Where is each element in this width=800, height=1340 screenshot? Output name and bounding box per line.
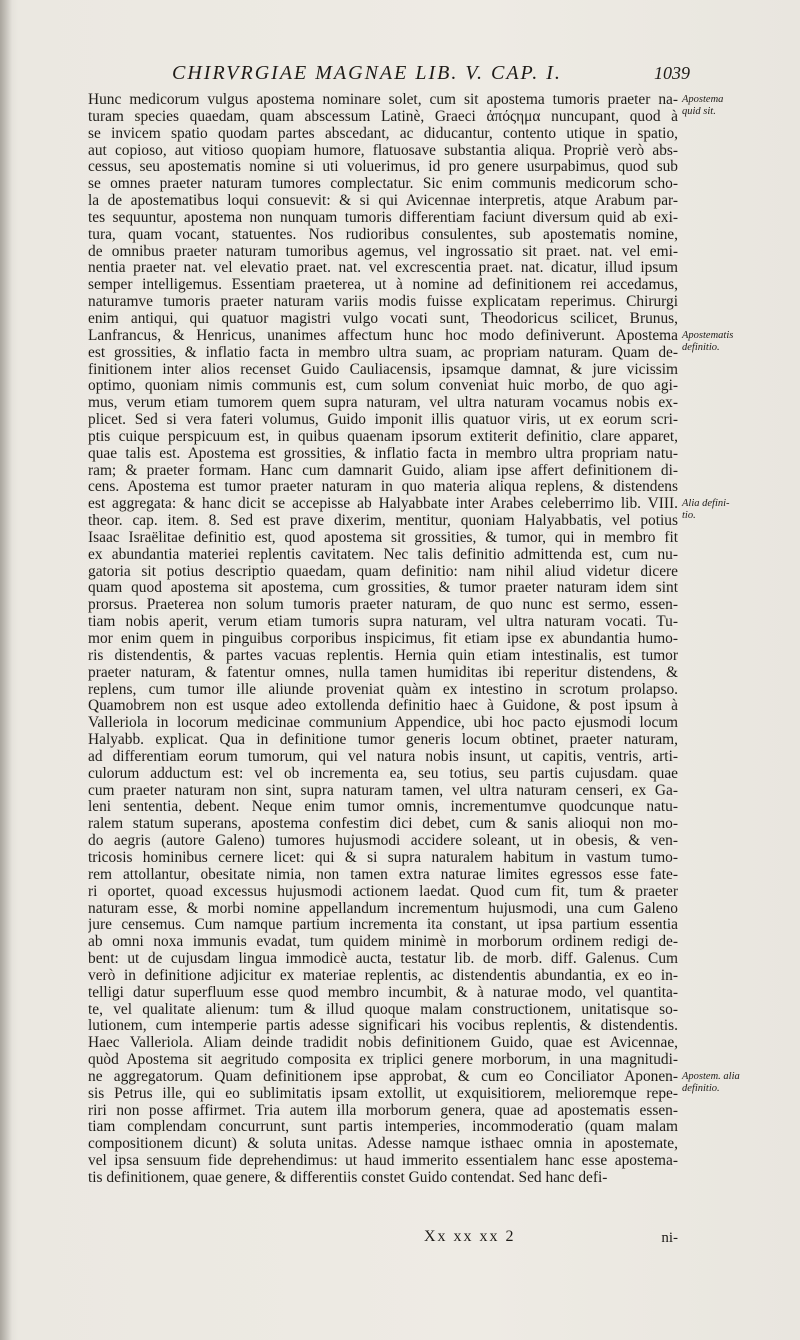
text-line: aut copioso, aut vitioso quopiam humore, flatuosave substantia aliqua. Propriè verò abs- bbox=[88, 142, 678, 159]
text-line: cum praeter naturam non sint, supra naturam tamen, vel ultra naturam censeri, ex Ga- bbox=[88, 782, 678, 799]
text-line: sis Petrus ille, qui eo sublimitatis ipsam extollit, ut exquisitiorem, melioremque repe- bbox=[88, 1085, 678, 1102]
text-line: te, vel qualitate alienum: tum & illud quoque malam constructionem, unitatisque so- bbox=[88, 1001, 678, 1018]
text-line: mus, verum etiam tumorem quem supra naturam, vel ultra naturam vocamus nobis ex- bbox=[88, 395, 678, 412]
text-line: enim antiqui, qui quatuor magistri vulgo vocati sunt, Theodoricus scilicet, Brunus, bbox=[88, 310, 678, 327]
text-line: tricosis hominibus cernere licet: qui & si supra naturalem habitum in vastum tumo- bbox=[88, 849, 678, 866]
text-line: ralem statum superans, apostema confestim dici debet, cum & sanis alioqui non mo- bbox=[88, 816, 678, 833]
text-line: Halyabb. explicat. Qua in definitione tumor generis locum obtinet, praeter naturam, bbox=[88, 732, 678, 749]
margin-note bbox=[682, 1071, 794, 1095]
text-line: ad differentiam eorum tumorum, qui vel natura nobis insunt, ut capitis, ventris, arti- bbox=[88, 748, 678, 765]
text-line: ab omni noxa immunis evadat, tum quidem minimè in morborum ordinem redigi de- bbox=[88, 934, 678, 951]
text-line: jure censemus. Cum namque partium incrementa ita constant, ut ipsa partium essentia bbox=[88, 917, 678, 934]
text-line: Hunc medicorum vulgus apostema nominare solet, cum sit apostema tumoris praeter na- bbox=[88, 92, 678, 108]
margin-note-line: definitio. bbox=[682, 1083, 720, 1095]
text-line: compositionem dicunt) & soluta unitas. Adesse namque isthaec omnia in apostemate, bbox=[88, 1136, 678, 1153]
margin-note-line: Apostematis bbox=[682, 329, 734, 341]
text-line: Lanfrancus, & Henricus, unanimes affectum hunc hoc modo definiverunt. Apostema bbox=[88, 327, 678, 344]
page-header bbox=[90, 60, 690, 88]
text-line: turam species quaedam, quam abscessum Latinè, Graeci ἀπόςημα nuncupant, quod à bbox=[88, 108, 678, 125]
text-line: quam quod apostema sit apostema, cum grossities, & tumor praeter naturam idem sint bbox=[88, 580, 678, 597]
text-line: vel ipsa sensuum fide deprehendimus: ut haud immerito essentialem hanc esse apostema- bbox=[88, 1153, 678, 1170]
text-line: cens. Apostema est tumor praeter naturam in quo materia aliqua replens, & distendens bbox=[88, 479, 678, 496]
page-number: 1039 bbox=[654, 63, 690, 83]
text-line: tura, quam vocant, statuentes. Nos rudioribus consulentes, sub apostematis nomine, bbox=[88, 226, 678, 243]
margin-note-line: Alia defini- bbox=[682, 498, 730, 510]
text-line: verò in definitione adjicitur ex materiae replentis, ac distendentis abundantia, ex eo in- bbox=[88, 967, 678, 984]
text-line: la de apostematibus loqui consuevit: & si qui Avicennae interpretis, atque Arabum par- bbox=[88, 193, 678, 210]
page-footer bbox=[88, 1228, 678, 1248]
gutter-shadow bbox=[0, 0, 12, 1340]
text-line: est grossities, & inflatio facta in membro ultra suam, ac propriam naturam. Quam de- bbox=[88, 344, 678, 361]
text-line: quòd Apostema sit aegritudo composita ex triplici genere morborum, in una magnitudi- bbox=[88, 1052, 678, 1069]
text-line: tes sequuntur, apostema non nunquam tumoris differentiam faciunt diversum quid ab exi- bbox=[88, 209, 678, 226]
text-line: tis definitionem, quae genere, & differentiis constet Guido contendat. Sed hanc defi- bbox=[88, 1170, 608, 1186]
text-line: cessus, seu apostematis nomine si uti voluerimus, id pro genere usurpabimus, quod sub bbox=[88, 159, 678, 176]
margin-note bbox=[682, 94, 794, 118]
margin-note-line: definitio. bbox=[682, 341, 720, 353]
body-text bbox=[88, 92, 678, 1187]
text-line: praeter naturam, & fatentur omnes, nulla tamen humiditas ibi reperitur distendens, & bbox=[88, 664, 678, 681]
text-line: ri oportet, quoad excessus hujusmodi actionem laedat. Quod cum fit, tum & praeter bbox=[88, 883, 678, 900]
text-line: nentia praeter nat. vel elevatio praet. nat. vel excrescentia praet. nat. dicatur, illud ipsum bbox=[88, 260, 678, 277]
text-line: leni sententia, debent. Neque enim tumor omnis, incrementumve quodcunque natu- bbox=[88, 799, 678, 816]
margin-note-line: tio. bbox=[682, 510, 696, 522]
text-line: tiam complendam concurrunt, sunt partis intemperies, incommoderatio (quam malam bbox=[88, 1119, 678, 1136]
margin-note-line: Apostem. alia bbox=[682, 1071, 740, 1083]
text-line: plicet. Sed si vera fateri volumus, Guido imponit illis quatuor viris, ut ex eorum scri- bbox=[88, 412, 678, 429]
text-line: theor. cap. item. 8. Sed est prave dixerim, mentitur, quoniam Halyabbatis, vel potius bbox=[88, 513, 678, 530]
text-line: culorum adductum est: vel ob incrementa ea, seu totius, seu partis cujusdam. quae bbox=[88, 765, 678, 782]
text-line: de omnibus praeter naturam tumoribus agemus, vel ingrossatio sit praet. nat. vel emi- bbox=[88, 243, 678, 260]
text-line: quae talis est. Apostema est grossities, & inflatio facta in membro ultra propriam natu- bbox=[88, 445, 678, 462]
text-line: semper intelligemus. Essentiam praeterea, ut à nomine ad definitionem rei accedamus, bbox=[88, 277, 678, 294]
catchword: ni- bbox=[661, 1230, 678, 1246]
text-line: riri non posse affirmet. Tria autem illa morborum genera, quae ad apostematis essen- bbox=[88, 1102, 678, 1119]
margin-note bbox=[682, 498, 794, 522]
text-line: est aggregata: & hanc dicit se accepisse ab Halyabbate inter Arabes celeberrimo lib. VIII. bbox=[88, 496, 678, 513]
text-line: se invicem spatio quodam partes abscedant, ac diducantur, contento utique in spatio, bbox=[88, 125, 678, 142]
signature-mark: Xx xx xx 2 bbox=[424, 1228, 516, 1245]
text-line: bent: ut de cujusdam lingua immodicè aucta, testatur lib. de morb. diff. Galenus. Cum bbox=[88, 951, 678, 968]
text-line: mor enim quem in pinguibus corporibus inspicimus, fit etiam ipse ex abundantia humo- bbox=[88, 631, 678, 647]
text-line: finitionem inter alios recenset Guido Cauliacensis, ipsamque damnat, & jure vicissim bbox=[88, 361, 678, 378]
margin-note bbox=[682, 330, 794, 354]
text-line: naturamve tumoris praeter naturam variis modis fuisse explicatam reperimus. Chirurgi bbox=[88, 294, 678, 311]
text-line: ex abundantia materiei replentis cavitatem. Nec talis definitio admittenda est, cum nu- bbox=[88, 546, 678, 563]
text-line: gatoria sit potius descriptio quaedam, quam definitio: nam nihil aliud videtur dicere bbox=[88, 563, 678, 580]
text-line: do aegris (autore Galeno) tumores hujusmodi accidere soleant, ut in obesis, & ven- bbox=[88, 833, 678, 850]
text-line: Valleriola in locorum medicinae communium Appendice, ubi hoc pacto ejusmodi locum bbox=[88, 715, 678, 732]
text-line: ris distendentis, & partes vacuas replentis. Hernia quin etiam intestinalis, est tumor bbox=[88, 647, 678, 664]
margin-note-line: Apostema bbox=[682, 94, 724, 105]
text-line: naturam esse, & morbi nomine appellandum incrementum hujusmodi, una cum Galeno bbox=[88, 900, 678, 917]
margin-note-line: quid sit. bbox=[682, 106, 716, 117]
text-line: tiam nobis aperit, verum etiam tumoris supra naturam, vel ultra naturam vocati. Tu- bbox=[88, 614, 678, 631]
text-line: telligi datur superfluum esse quod membro incumbit, & à naturae modo, vel quantita- bbox=[88, 984, 678, 1001]
running-title: CHIRVRGIAE MAGNAE LIB. V. CAP. I. bbox=[172, 62, 562, 84]
text-line: rem attollantur, obesitate nimia, non tamen extra naturae limites egressos esse fate- bbox=[88, 866, 678, 883]
text-line: se omnes praeter naturam tumores complectatur. Sic enim communis medicorum scho- bbox=[88, 176, 678, 193]
text-line: Quamobrem non est usque adeo extollenda definitio haec à Guidone, & post ipsum à bbox=[88, 698, 678, 715]
text-line: replens, cum tumor ille aliunde proveniat quàm ex intestino in scrotum prolapso. bbox=[88, 681, 678, 698]
text-line: optimo, quoniam nimis communis est, cum solum conveniat huic morbo, de quo agi- bbox=[88, 378, 678, 395]
text-line: ne aggregatorum. Quam definitionem ipse approbat, & cum eo Conciliator Aponen- bbox=[88, 1068, 678, 1085]
text-line: ram; & praeter formam. Hanc cum damnarit Guido, aliam ipse affert definitionem di- bbox=[88, 462, 678, 479]
text-line: lutionem, cum intemperie partis adesse significari his vocibus replentis, & distendentis. bbox=[88, 1018, 678, 1035]
text-line: ptis cuique perspicuum est, in quibus quaenam ipsorum extiterit definitio, clare apparet, bbox=[88, 428, 678, 445]
text-line: prorsus. Praeterea non solum tumoris praeter naturam, de quo nunc est sermo, essen- bbox=[88, 597, 678, 614]
text-line: Isaac Israëlitae definitio est, quod apostema sit grossities, & tumor, qui in membro fit bbox=[88, 529, 678, 546]
text-line: Haec Valleriola. Aliam deinde tradidit nobis definitionem Guido, quae est Avicennae, bbox=[88, 1035, 678, 1052]
